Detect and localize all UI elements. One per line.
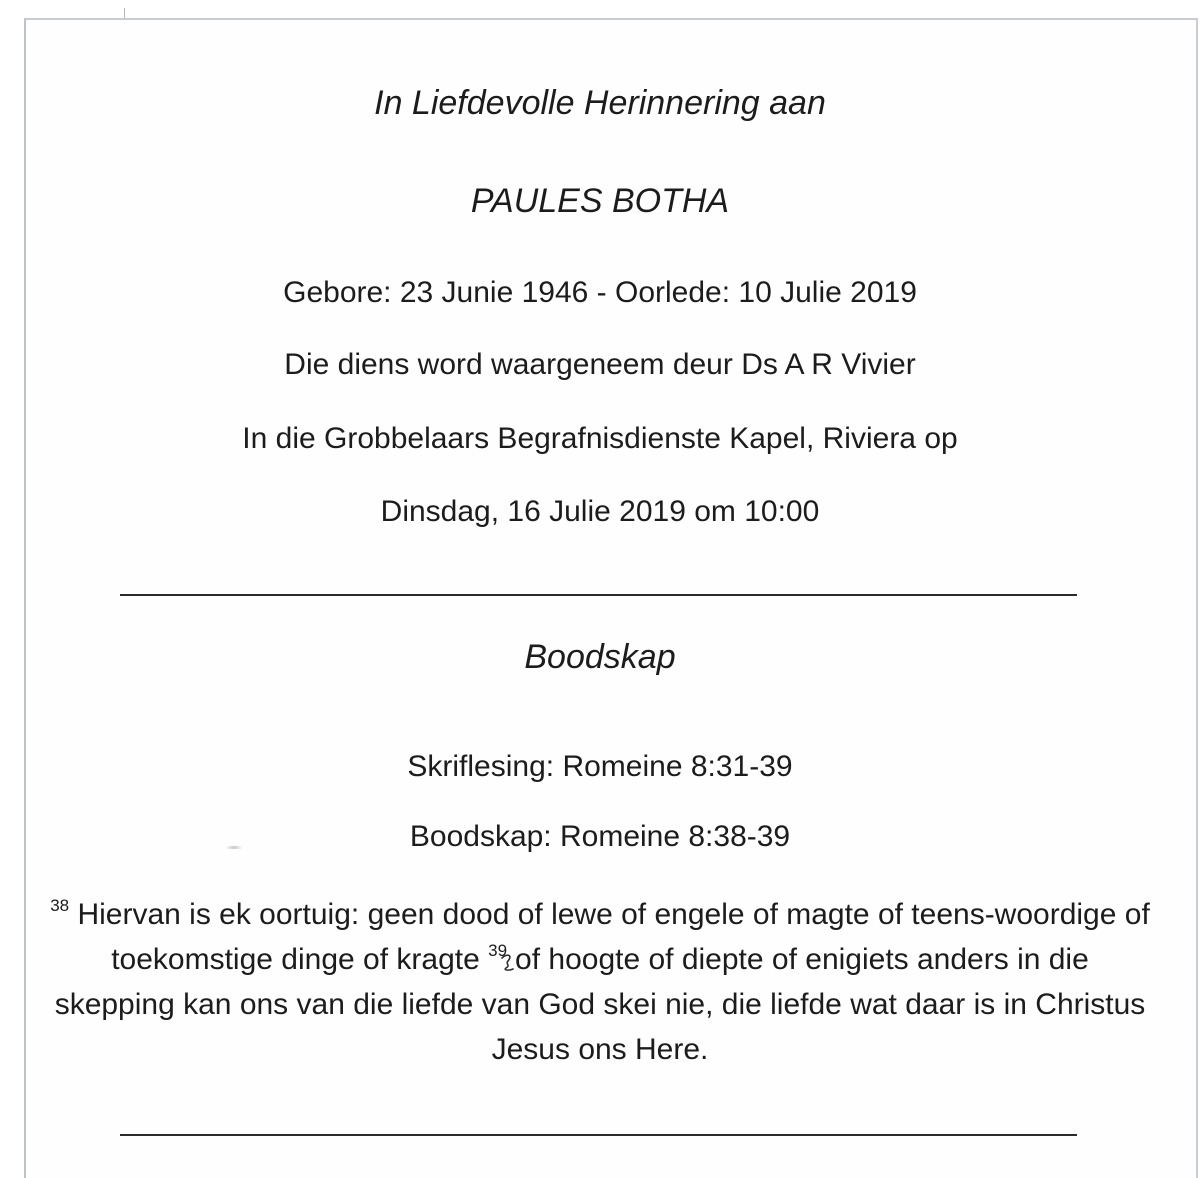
deceased-name: PAULES BOTHA	[470, 182, 730, 220]
scan-speck	[222, 846, 246, 849]
officiant-line: Die diens word waargeneem deur Ds A R Vivier	[284, 348, 916, 381]
scan-mark	[124, 8, 125, 18]
verse-text-part-1: Hiervan is ek oortuig: geen dood of lewe of engele of magte of teens-woordige of toekomstige dinge of kragte	[69, 898, 1150, 976]
scripture-verse	[50, 892, 1150, 1072]
message-text-reference: Boodskap: Romeine 8:38-39	[409, 820, 791, 853]
dedication-heading: In Liefdevolle Herinnering aan	[374, 84, 826, 122]
birth-death-dates: Gebore: 23 Junie 1946 - Oorlede: 10 Julie 2019	[283, 276, 917, 309]
verse-number-38: 38	[50, 896, 70, 915]
verse-text-part-2: of hoogte of diepte of enigiets anders in die skepping kan ons van die liefde van God skei nie, die liefde wat daar is in Christus Jesus ons Here.	[54, 943, 1146, 1066]
scripture-reading: Skriflesing: Romeine 8:31-39	[407, 750, 793, 783]
service-datetime: Dinsdag, 16 Julie 2019 om 10:00	[380, 495, 820, 528]
section-divider	[120, 594, 1077, 596]
bottom-divider	[120, 1134, 1077, 1136]
venue-line: In die Grobbelaars Begrafnisdienste Kapel, Riviera op	[242, 422, 958, 455]
message-title: Boodskap	[524, 638, 676, 676]
verse-number-39: 39	[488, 941, 508, 960]
